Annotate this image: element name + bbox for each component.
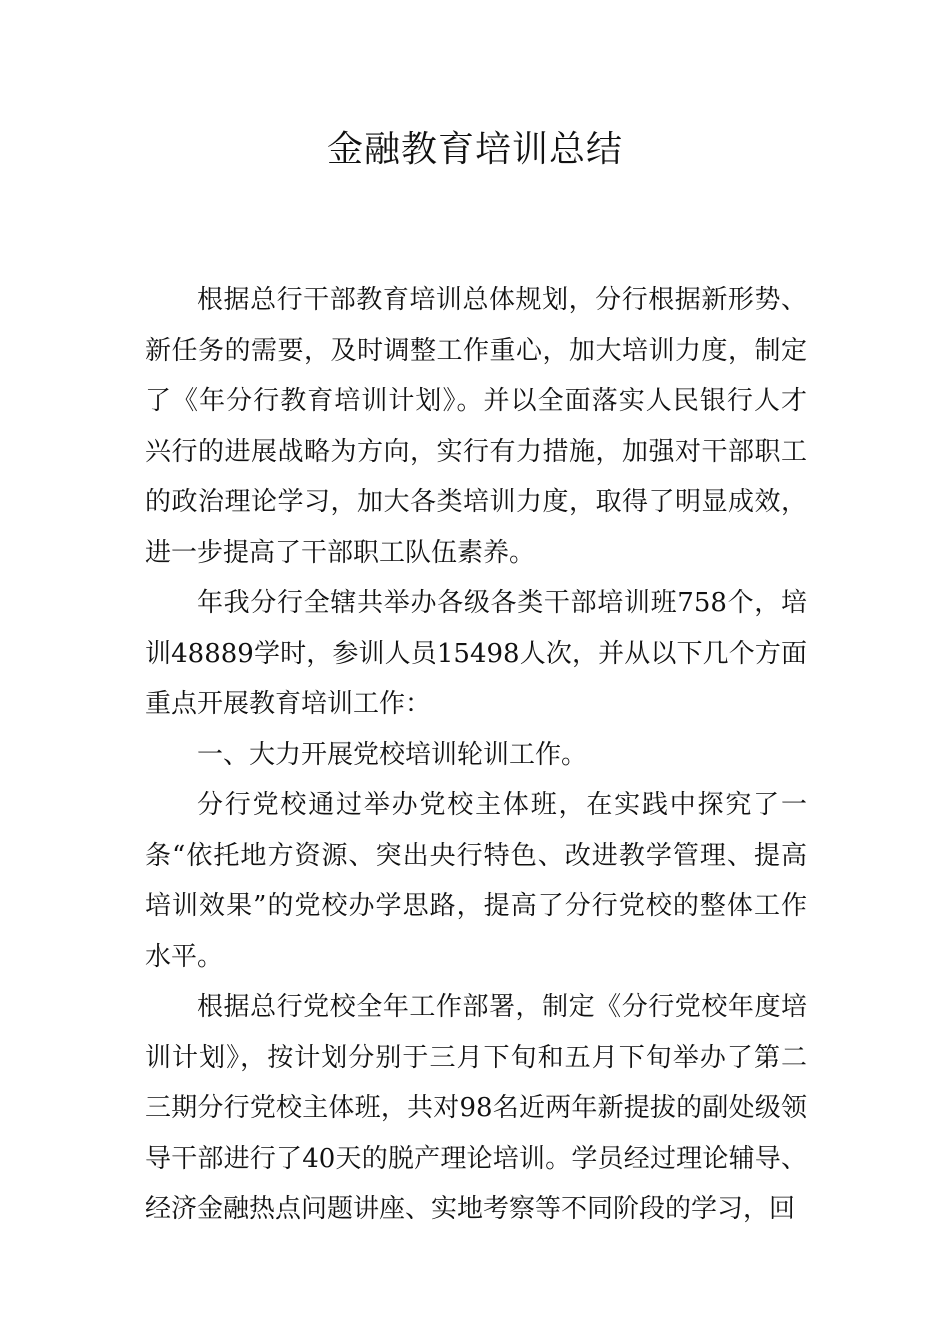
paragraph-statistics: 年我分行全辖共举办各级各类干部培训班758个，培训48889学时，参训人员15498人次，并从以下几个方面重点开展教育培训工作： [145, 588, 807, 719]
document-body [145, 275, 807, 1235]
section-heading-1: 一、大力开展党校培训轮训工作。 [197, 739, 588, 770]
paragraph-party-school: 分行党校通过举办党校主体班，在实践中探究了一条“依托地方资源、突出央行特色、改进教学管理、提高培训效果”的党校办学思路，提高了分行党校的整体工作水平。 [145, 790, 807, 972]
document-title: 金融教育培训总结 [326, 129, 623, 170]
paragraph-intro: 根据总行干部教育培训总体规划，分行根据新形势、新任务的需要，及时调整工作重心，加大培训力度，制定了《年分行教育培训计划》。并以全面落实人民银行人才兴行的进展战略为方向，实行有力措施，加强对干部职工的政治理论学习，加大各类培训力度，取得了明显成效，进一步提高了干部职工队伍素养。 [145, 285, 807, 568]
paragraph-training-plan: 根据总行党校全年工作部署，制定《分行党校年度培训计划》，按计划分别于三月下旬和五月下旬举办了第二三期分行党校主体班，共对98名近两年新提拔的副处级领导干部进行了40天的脱产理论培训。学员经过理论辅导、经济金融热点问题讲座、实地考察等不同阶段的学习，回 [145, 992, 807, 1224]
